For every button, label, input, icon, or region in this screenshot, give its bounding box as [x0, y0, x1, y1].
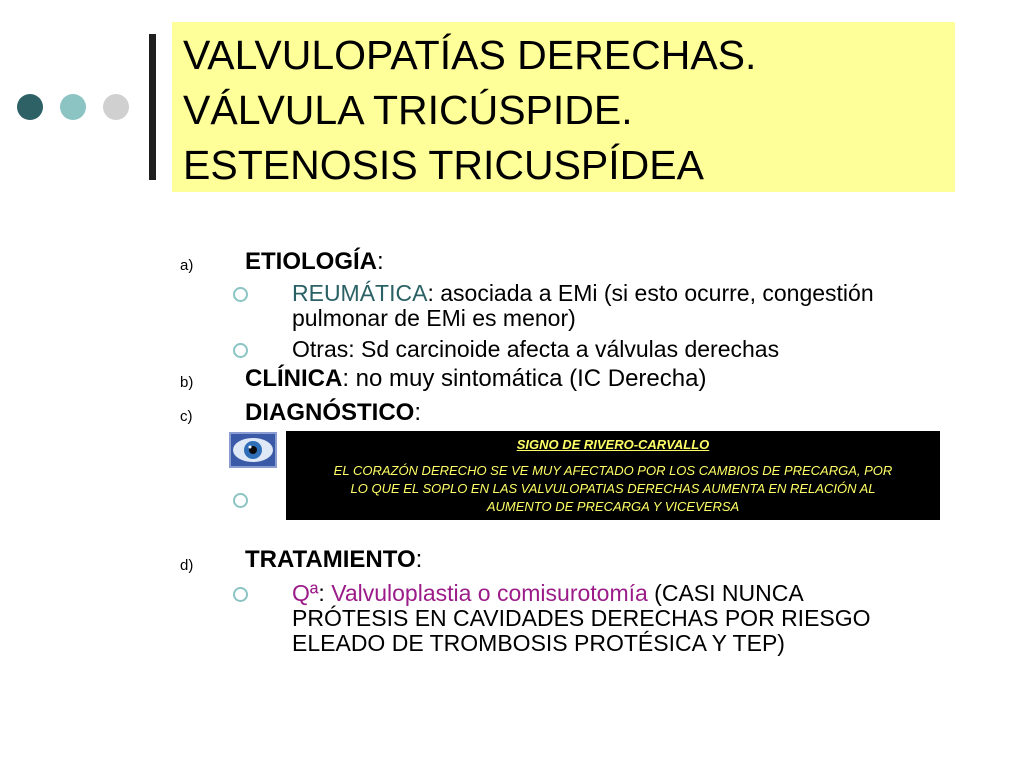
marker-c: c) — [180, 408, 193, 425]
eye-icon — [229, 432, 277, 468]
ring-bullet-icon — [233, 287, 248, 302]
marker-a: a) — [180, 257, 194, 274]
callout-line-1: EL CORAZÓN DERECHO SE VE MUY AFECTADO POR LOS CAMBIOS DE PRECARGA, POR — [333, 463, 893, 478]
q-sep: : — [318, 580, 332, 606]
highlight-valvuloplastia: Valvuloplastia o comisurotomía — [331, 580, 648, 606]
highlight-reumatica: REUMÁTICA — [292, 280, 428, 306]
etiologia-item-reumatica — [292, 281, 874, 331]
heading-etiologia: ETIOLOGÍA — [245, 248, 377, 275]
title-line-2: VÁLVULA TRICÚSPIDE. — [183, 87, 633, 133]
reumatica-text-1: : asociada a EMi (si esto ocurre, congestión — [427, 280, 874, 306]
marker-d: d) — [180, 557, 194, 574]
tratamiento-text-1: (CASI NUNCA — [647, 580, 804, 606]
decor-dot-grey — [103, 94, 129, 120]
callout-line-2: LO QUE EL SOPLO EN LAS VALVULOPATIAS DERECHAS AUMENTA EN RELACIÓN AL — [350, 481, 876, 496]
marker-b: b) — [180, 374, 194, 391]
title-line-3: ESTENOSIS TRICUSPÍDEA — [183, 142, 704, 188]
q-label: Qª — [292, 580, 319, 606]
ring-bullet-icon — [233, 493, 248, 508]
reumatica-text-2: pulmonar de EMi es menor) — [292, 305, 576, 331]
section-etiologia — [245, 248, 384, 276]
callout-body — [300, 462, 926, 516]
decor-dot-teal — [60, 94, 86, 120]
title-line-1: VALVULOPATÍAS DERECHAS. — [183, 32, 757, 78]
ring-bullet-icon — [233, 587, 248, 602]
etiologia-item-otras: Otras: Sd carcinoide afecta a válvulas derechas — [292, 336, 780, 362]
callout-title: SIGNO DE RIVERO-CARVALLO — [516, 437, 710, 452]
callout-line-3: AUMENTO DE PRECARGA Y VICEVERSA — [486, 499, 740, 514]
sep-diagnostico: : — [414, 399, 422, 426]
slide-title — [172, 22, 955, 192]
sep-etiologia: : — [377, 248, 384, 275]
section-clinica — [245, 365, 706, 393]
section-diagnostico — [245, 399, 421, 427]
decor-vertical-bar — [149, 34, 156, 180]
tratamiento-text-3: ELEADO DE TROMBOSIS PROTÉSICA Y TEP) — [292, 630, 785, 656]
clinica-text: : no muy sintomática (IC Derecha) — [342, 365, 707, 392]
decor-dot-dark — [17, 94, 43, 120]
heading-tratamiento: TRATAMIENTO — [245, 546, 416, 573]
tratamiento-item — [292, 581, 871, 656]
section-tratamiento — [245, 546, 422, 574]
ring-bullet-icon — [233, 343, 248, 358]
heading-clinica: CLÍNICA — [245, 365, 343, 392]
heading-diagnostico: DIAGNÓSTICO — [245, 399, 415, 426]
sep-tratamiento: : — [415, 546, 423, 573]
callout-rivero-carvallo — [286, 431, 940, 520]
tratamiento-text-2: PRÓTESIS EN CAVIDADES DERECHAS POR RIESGO — [292, 605, 871, 631]
